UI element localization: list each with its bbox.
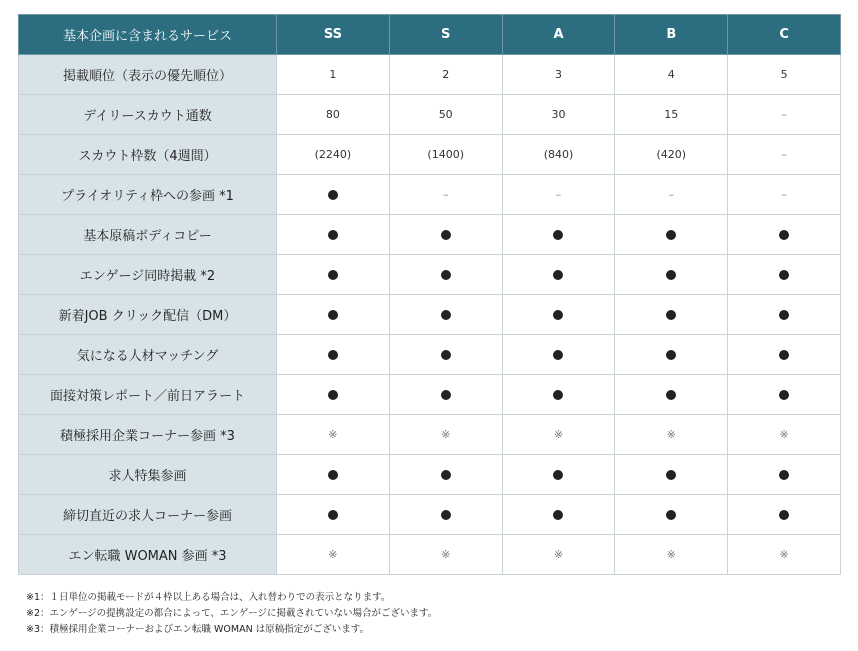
cell-plan-b [615,455,728,495]
table-row [19,295,841,335]
row-label: エン転職 WOMAN 参画 *3 [19,535,277,575]
cell-plan-s [389,255,502,295]
cell-plan-ss [277,495,390,535]
cell-plan-ss [277,135,390,175]
footnote-1: ※1：１日単位の掲載モードが４枠以上ある場合は、入れ替わりでの表示となります。 [26,592,391,603]
row-label: プライオリティ枠への参画 *1 [19,175,277,215]
header-plan-ss: SS [277,15,390,55]
note-mark: ※ [441,428,451,441]
table-row [19,215,841,255]
note-mark: ※ [779,548,789,561]
header-plan-c: C [728,15,841,55]
cell-plan-s [389,95,502,135]
footnotes [26,590,437,638]
header-plan-b: B [615,15,728,55]
included-dot-icon [779,230,789,240]
table-row [19,335,841,375]
cell-plan-a [502,335,615,375]
cell-plan-a [502,55,615,95]
table-row [19,55,841,95]
cell-plan-b [615,255,728,295]
cell-plan-a [502,255,615,295]
included-dot-icon [779,350,789,360]
footnote-2: ※2：エンゲージの提携設定の都合によって、エンゲージに掲載されていない場合がございます。 [26,608,438,619]
included-dot-icon [441,470,451,480]
cell-plan-b [615,415,728,455]
included-dot-icon [328,270,338,280]
cell-plan-c [728,375,841,415]
included-dot-icon [328,190,338,200]
cell-plan-ss [277,95,390,135]
plan-table [18,14,841,575]
included-dot-icon [553,470,563,480]
cell-plan-ss [277,455,390,495]
cell-plan-b [615,55,728,95]
included-dot-icon [666,510,676,520]
cell-plan-c [728,295,841,335]
cell-plan-a [502,495,615,535]
table-row [19,175,841,215]
row-label: 気になる人材マッチング [19,335,277,375]
included-dot-icon [666,350,676,360]
cell-plan-s [389,535,502,575]
cell-value: 1 [329,68,337,81]
cell-plan-ss [277,255,390,295]
not-included-dash: – [781,108,787,121]
cell-plan-a [502,215,615,255]
cell-plan-s [389,215,502,255]
included-dot-icon [779,510,789,520]
note-mark: ※ [666,548,676,561]
included-dot-icon [666,270,676,280]
note-mark: ※ [779,428,789,441]
included-dot-icon [779,390,789,400]
cell-plan-s [389,295,502,335]
cell-plan-c [728,255,841,295]
cell-value: (1400) [427,148,464,161]
table-row [19,535,841,575]
included-dot-icon [328,510,338,520]
cell-value: 15 [664,108,679,121]
included-dot-icon [553,230,563,240]
cell-plan-b [615,175,728,215]
included-dot-icon [441,350,451,360]
cell-plan-a [502,295,615,335]
cell-value: 5 [780,68,788,81]
cell-value: 4 [667,68,675,81]
footnote-3: ※3：積極採用企業コーナーおよびエン転職 WOMAN は原稿指定がございます。 [26,624,369,635]
cell-plan-c [728,495,841,535]
included-dot-icon [553,310,563,320]
note-mark: ※ [553,428,564,441]
cell-plan-b [615,335,728,375]
not-included-dash: – [668,188,675,201]
cell-plan-a [502,415,615,455]
cell-plan-c [728,335,841,375]
cell-plan-ss [277,535,390,575]
row-label: スカウト枠数（4週間） [19,135,277,175]
header-plan-a: A [502,15,615,55]
included-dot-icon [779,310,789,320]
note-mark: ※ [328,428,338,441]
cell-plan-s [389,135,502,175]
row-label: デイリースカウト通数 [19,95,277,135]
row-label: 基本原稿ボディコピー [19,215,277,255]
not-included-dash: – [781,188,787,201]
header-row [19,15,841,55]
cell-plan-s [389,415,502,455]
plan-table-body [19,55,841,575]
included-dot-icon [328,310,338,320]
included-dot-icon [666,310,676,320]
cell-plan-c [728,215,841,255]
cell-plan-s [389,495,502,535]
header-plan-s: S [389,15,502,55]
row-label: エンゲージ同時掲載 *2 [19,255,277,295]
included-dot-icon [666,470,676,480]
cell-value: (840) [543,148,574,161]
included-dot-icon [779,470,789,480]
cell-plan-ss [277,375,390,415]
cell-value: 30 [551,108,566,121]
cell-value: 80 [325,108,340,121]
cell-plan-ss [277,55,390,95]
included-dot-icon [553,270,563,280]
cell-plan-s [389,55,502,95]
cell-value: 50 [438,108,453,121]
cell-plan-a [502,95,615,135]
cell-value: 2 [442,68,450,81]
cell-plan-c [728,455,841,495]
included-dot-icon [779,270,789,280]
included-dot-icon [328,470,338,480]
included-dot-icon [328,390,338,400]
cell-value: 3 [554,68,562,81]
cell-plan-a [502,175,615,215]
included-dot-icon [666,390,676,400]
cell-plan-ss [277,295,390,335]
not-included-dash: – [442,188,449,201]
row-label: 積極採用企業コーナー参画 *3 [19,415,277,455]
row-label: 求人特集参画 [19,455,277,495]
table-row [19,375,841,415]
cell-plan-a [502,135,615,175]
cell-plan-c [728,415,841,455]
not-included-dash: – [781,148,787,161]
table-row [19,455,841,495]
cell-plan-a [502,535,615,575]
row-label: 新着JOB クリック配信（DM） [19,295,277,335]
cell-plan-b [615,95,728,135]
cell-plan-ss [277,175,390,215]
cell-plan-c [728,55,841,95]
cell-plan-ss [277,335,390,375]
cell-plan-s [389,455,502,495]
included-dot-icon [441,270,451,280]
row-label: 面接対策レポート／前日アラート [19,375,277,415]
included-dot-icon [666,230,676,240]
cell-plan-a [502,455,615,495]
not-included-dash: – [555,188,562,201]
included-dot-icon [553,350,563,360]
cell-plan-b [615,535,728,575]
table-row [19,255,841,295]
cell-plan-s [389,175,502,215]
table-row [19,495,841,535]
cell-plan-ss [277,415,390,455]
cell-plan-b [615,215,728,255]
table-row [19,415,841,455]
included-dot-icon [441,510,451,520]
cell-plan-c [728,175,841,215]
note-mark: ※ [553,548,564,561]
cell-plan-b [615,375,728,415]
included-dot-icon [553,510,563,520]
row-label: 掲載順位（表示の優先順位） [19,55,277,95]
row-label: 締切直近の求人コーナー参画 [19,495,277,535]
included-dot-icon [328,350,338,360]
cell-plan-c [728,95,841,135]
plan-comparison [18,14,841,575]
cell-plan-s [389,335,502,375]
cell-plan-b [615,295,728,335]
cell-plan-s [389,375,502,415]
table-row [19,135,841,175]
note-mark: ※ [441,548,451,561]
included-dot-icon [441,390,451,400]
included-dot-icon [328,230,338,240]
cell-plan-b [615,135,728,175]
included-dot-icon [441,230,451,240]
cell-plan-b [615,495,728,535]
note-mark: ※ [328,548,338,561]
note-mark: ※ [666,428,676,441]
cell-plan-ss [277,215,390,255]
cell-plan-c [728,135,841,175]
included-dot-icon [441,310,451,320]
included-dot-icon [553,390,563,400]
cell-plan-a [502,375,615,415]
table-row [19,95,841,135]
cell-value: (2240) [314,148,352,161]
cell-plan-c [728,535,841,575]
cell-value: (420) [656,148,687,161]
header-services: 基本企画に含まれるサービス [19,15,277,55]
